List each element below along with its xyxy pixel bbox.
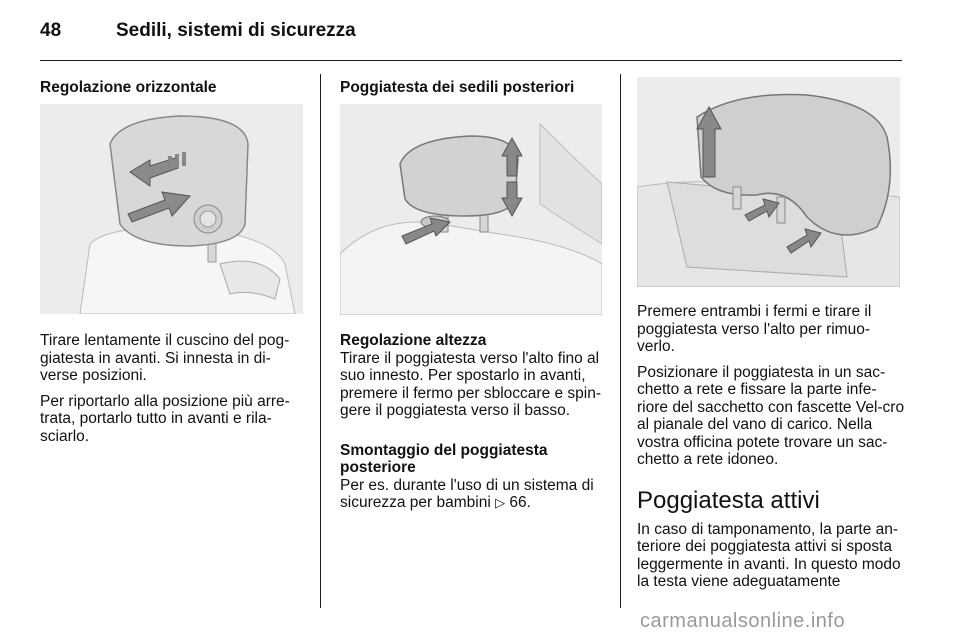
paragraph-press-latches: Premere entrambi i fermi e tirare il poggiatesta verso l'alto per rimuo-verlo. [637, 303, 872, 355]
column-1 [40, 79, 308, 97]
paragraph-active-headrests: In caso di tamponamento, la parte an-teriore dei poggiatesta attivi si sposta leggermente in avanti. In questo modo la testa viene adeguatamente [637, 520, 901, 590]
header-rule [40, 60, 902, 61]
heading-remove-rear-headrest-2: posteriore [340, 459, 416, 476]
paragraph-child-seat-note [340, 477, 608, 512]
paragraph-return-back: Per riportarlo alla posizione più arre-trata, portarlo tutto in avanti e rila-sciarlo. [40, 392, 290, 445]
paragraph-net-bag: Posizionare il poggiatesta in un sac-chetto a rete e fissare la parte infe-riore del sacchetto con fascette Vel-cro al pianale del vano di carico. Nella vostra officina potete trovare un sac-chetto a rete idoneo. [637, 363, 905, 468]
section-title: Sedili, sistemi di sicurezza [116, 20, 356, 41]
child-seat-note-text: Per es. durante l'uso di un sistema di sicurezza per bambini [340, 476, 594, 511]
page-reference-icon: ▷ [495, 495, 506, 510]
figure-remove-rear-headrest [637, 77, 900, 287]
watermark: carmanualsonline.info [640, 610, 846, 632]
heading-rear-headrests: Poggiatesta dei sedili posteriori [340, 79, 575, 96]
page-number: 48 [40, 20, 62, 41]
figure-rear-headrest-height [340, 104, 602, 315]
paragraph-pull-forward: Tirare lentamente il cuscino del pog-giatesta in avanti. Si innesta in di-verse posizioni. [40, 332, 290, 384]
paragraph-height-adjustment: Tirare il poggiatesta verso l'alto fino al suo innesto. Per spostarlo in avanti, premere il fermo per sbloccare e spin-gere il poggiatesta verso il basso. [340, 349, 602, 419]
column-separator-1 [320, 74, 321, 608]
heading-remove-rear-headrest-1: Smontaggio del poggiatesta [340, 441, 548, 459]
figure-headrest-horizontal [40, 104, 303, 314]
column-3-text [637, 303, 905, 599]
child-seat-note-page-ref: 66. [509, 494, 531, 511]
column-1-text [40, 332, 308, 453]
column-2-heading-wrap [340, 79, 608, 97]
column-2-text [340, 332, 608, 520]
heading-horizontal-adjustment: Regolazione orizzontale [40, 79, 217, 96]
column-separator-2 [620, 74, 621, 608]
heading-active-headrests: Poggiatesta attivi [637, 486, 820, 514]
heading-height-adjustment: Regolazione altezza [340, 332, 487, 349]
